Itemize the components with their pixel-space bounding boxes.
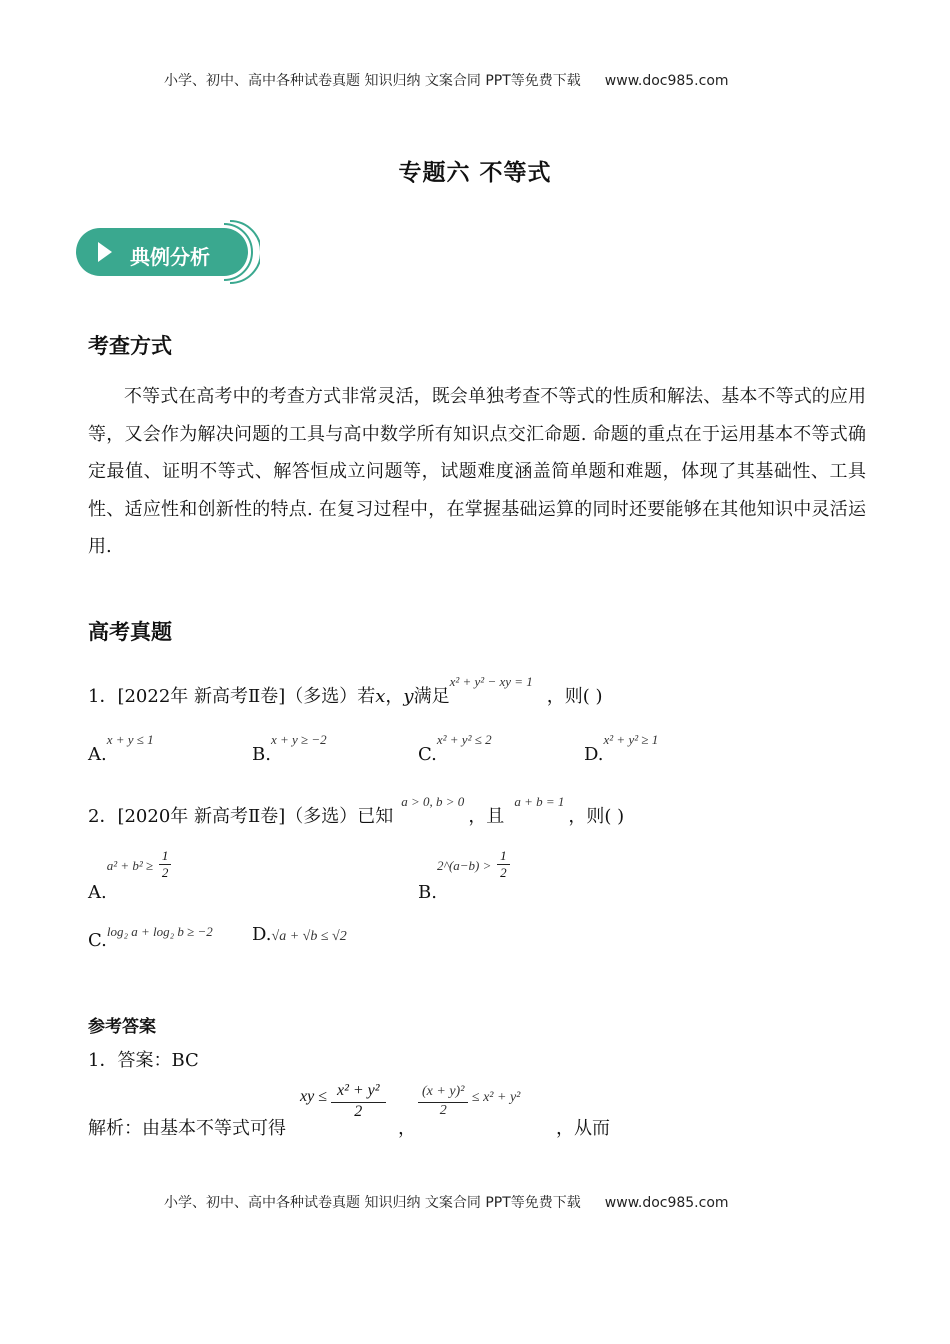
q2-mid: ，且 xyxy=(468,806,505,827)
footer-text: 小学、初中、高中各种试卷真题 知识归纳 文案合同 PPT等免费下载 xyxy=(164,1195,581,1211)
option-expr: log₂ a + log₂ b ≥ −2 xyxy=(106,924,213,939)
answers-heading: 参考答案 xyxy=(88,1017,156,1037)
q2-stem: 2．[2020年 新高考Ⅱ卷]（多选）已知 xyxy=(88,806,394,827)
q1-condition: x² + y² − xy = 1 xyxy=(449,674,533,689)
option-expr: x² + y² ≥ 1 xyxy=(603,732,659,747)
option-expr: x + y ≤ 1 xyxy=(106,732,154,747)
q1-stem: 1．[2022年 新高考Ⅱ卷]（多选）若 xyxy=(88,686,376,707)
formula-fraction-2 xyxy=(418,1084,468,1119)
formula-left: xy ≤ xyxy=(300,1088,327,1106)
section-heading-exam: 高考真题 xyxy=(88,620,172,644)
option-expr: x² + y² ≤ 2 xyxy=(436,732,492,747)
fraction-numerator: x² + y² xyxy=(331,1082,386,1103)
header-text: 小学、初中、高中各种试卷真题 知识归纳 文案合同 PPT等免费下载 xyxy=(164,73,581,89)
explanation-prefix: 解析：由基本不等式可得 xyxy=(88,1118,286,1139)
fraction-denominator: 2 xyxy=(500,865,507,880)
fraction-denominator: 2 xyxy=(161,865,169,880)
q1-comma: ， xyxy=(385,686,404,707)
q2-option-d[interactable] xyxy=(252,924,347,945)
q2-option-b[interactable] xyxy=(418,848,510,903)
fraction-denominator: 2 xyxy=(354,1103,363,1120)
q1-var-x: x xyxy=(375,686,386,707)
q2-option-c[interactable] xyxy=(88,924,213,951)
page-title: 专题六 不等式 xyxy=(398,160,552,186)
option-expr: 2^(a−b) > xyxy=(436,857,492,873)
explanation-formula-1 xyxy=(300,1082,386,1121)
section-badge xyxy=(74,220,260,284)
section-heading-method: 考查方式 xyxy=(88,334,172,358)
option-expr: √a + √b ≤ √2 xyxy=(271,929,347,944)
formula-right: ≤ x² + y² xyxy=(471,1089,521,1105)
question-1 xyxy=(88,674,603,708)
option-label: A. xyxy=(88,744,107,765)
q1-var-y: y xyxy=(403,686,414,707)
fraction-numerator: (x + y)² xyxy=(418,1084,468,1103)
page-footer xyxy=(164,1192,729,1212)
fraction-denominator: 2 xyxy=(439,1103,447,1118)
formula-fraction-1 xyxy=(331,1082,386,1121)
explanation-formula-2 xyxy=(418,1084,520,1119)
footer-site-link[interactable]: www.doc985.com xyxy=(604,1195,729,1211)
explanation-separator: ， xyxy=(398,1118,416,1139)
option-label: C. xyxy=(418,744,437,765)
option-fraction xyxy=(159,848,172,881)
q2-end: ，则( ) xyxy=(568,806,625,827)
option-label: B. xyxy=(418,881,437,903)
fraction-numerator: 1 xyxy=(159,848,172,865)
option-label: D. xyxy=(252,924,272,945)
option-label: D. xyxy=(584,744,604,765)
q2-option-a[interactable] xyxy=(88,848,171,903)
option-expr: x + y ≥ −2 xyxy=(270,732,327,747)
page-header xyxy=(164,70,729,90)
section-paragraph: 不等式在高考中的考查方式非常灵活，既会单独考查不等式的性质和解法、基本不等式的应用等，又会作为解决问题的工具与高中数学所有知识点交汇命题. 命题的重点在于运用基本不等式确定最值、证明不等式、解答恒成立问题等，试题难度涵盖简单题和难题，体现了其基础性、工具性、适应性和创新性的特点. 在复习过程中，在掌握基础运算的同时还要能够在其他知识中灵活运用. xyxy=(88,386,866,557)
fraction-numerator: 1 xyxy=(497,848,510,865)
option-label: A. xyxy=(88,881,107,903)
option-label: C. xyxy=(88,930,107,951)
q1-mid: 满足 xyxy=(413,686,450,707)
option-expr: a² + b² ≥ xyxy=(106,857,154,873)
explanation-suffix: ，从而 xyxy=(556,1118,610,1139)
option-fraction xyxy=(497,848,510,881)
q2-condition-1: a > 0, b > 0 xyxy=(401,794,465,809)
badge-label: 典例分析 xyxy=(130,245,210,269)
q2-condition-2: a + b = 1 xyxy=(514,794,565,809)
q1-end: ，则( ) xyxy=(546,686,603,707)
question-2 xyxy=(88,794,625,828)
option-label: B. xyxy=(252,744,271,765)
header-site-link[interactable]: www.doc985.com xyxy=(604,73,729,89)
answer-1: 1．答案：BC xyxy=(88,1050,199,1071)
